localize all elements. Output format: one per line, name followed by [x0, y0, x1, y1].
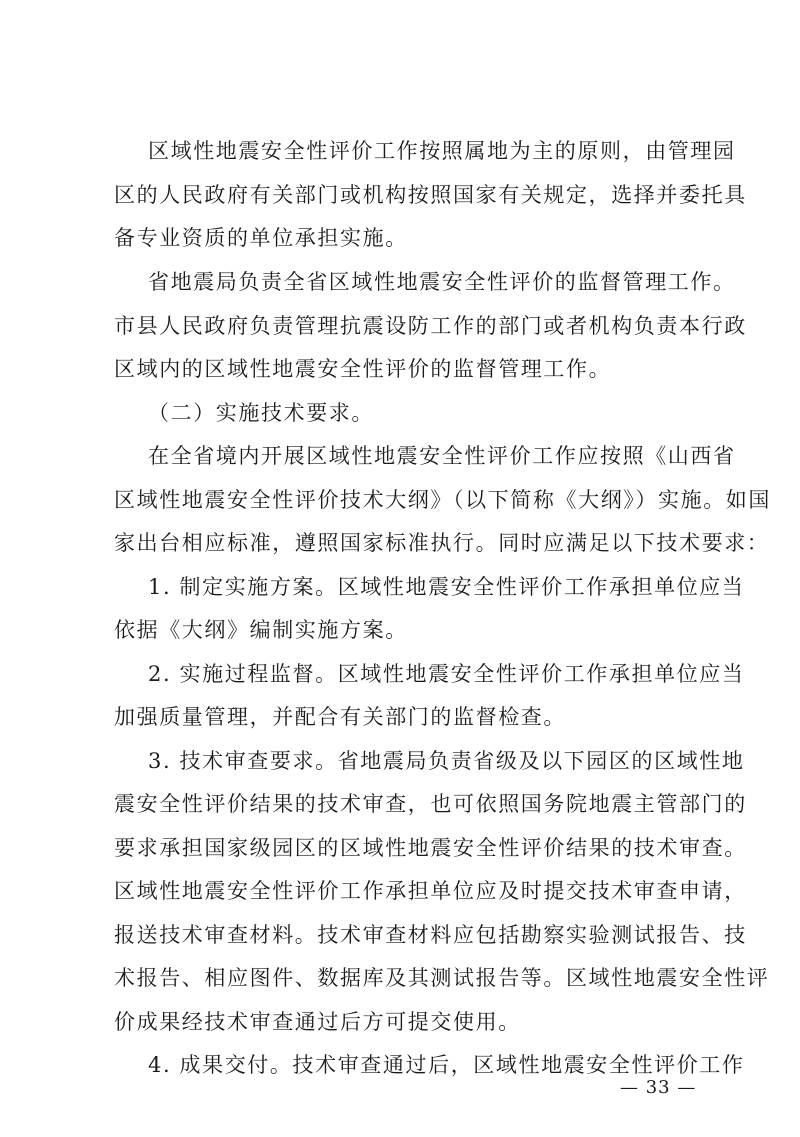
list-item-line: 加强质量管理，并配合有关部门的监督检查。 [114, 705, 566, 729]
paragraph-line: 区域性地震安全性评价技术大纲》（以下简称《大纲》）实施。如国 [114, 488, 771, 512]
section-heading: （二）实施技术要求。 [148, 401, 374, 425]
paragraph-line: 在全省境内开展区域性地震安全性评价工作应按照《山西省 [148, 444, 736, 468]
paragraph-line: 区的人民政府有关部门或机构按照国家有关规定，选择并委托具 [114, 183, 747, 207]
paragraph-line: 家出台相应标准，遵照国家标准执行。同时应满足以下技术要求： [114, 531, 770, 555]
list-item-line: 术报告、相应图件、数据库及其测试报告等。区域性地震安全性评 [114, 966, 770, 990]
list-item-line: 价成果经技术审查通过后方可提交使用。 [114, 1010, 521, 1034]
list-item-line: 4. 成果交付。技术审查通过后，区域性地震安全性评价工作 [148, 1053, 745, 1077]
list-item-line: 依据《大纲》编制实施方案。 [114, 618, 408, 642]
list-item-line: 3. 技术审查要求。省地震局负责省级及以下园区的区域性地 [148, 749, 745, 773]
paragraph-line: 区域性地震安全性评价工作按照属地为主的原则，由管理园 [148, 139, 736, 163]
list-item-line: 2. 实施过程监督。区域性地震安全性评价工作承担单位应当 [148, 662, 745, 686]
list-item-line: 1. 制定实施方案。区域性地震安全性评价工作承担单位应当 [148, 575, 745, 599]
paragraph-line: 省地震局负责全省区域性地震安全性评价的监督管理工作。 [148, 270, 736, 294]
list-item-line: 报送技术审查材料。技术审查材料应包括勘察实验测试报告、技 [114, 923, 747, 947]
paragraph-line: 区域内的区域性地震安全性评价的监督管理工作。 [114, 357, 612, 381]
paragraph-line: 备专业资质的单位承担实施。 [114, 226, 408, 250]
list-item-line: 要求承担国家级园区的区域性地震安全性评价结果的技术审查。 [114, 836, 747, 860]
list-item-line: 震安全性评价结果的技术审查，也可依照国务院地震主管部门的 [114, 792, 747, 816]
list-item-line: 区域性地震安全性评价工作承担单位应及时提交技术审查申请， [114, 879, 747, 903]
page-number: — 33 — [620, 1077, 697, 1098]
paragraph-line: 市县人民政府负责管理抗震设防工作的部门或者机构负责本行政 [114, 314, 747, 338]
